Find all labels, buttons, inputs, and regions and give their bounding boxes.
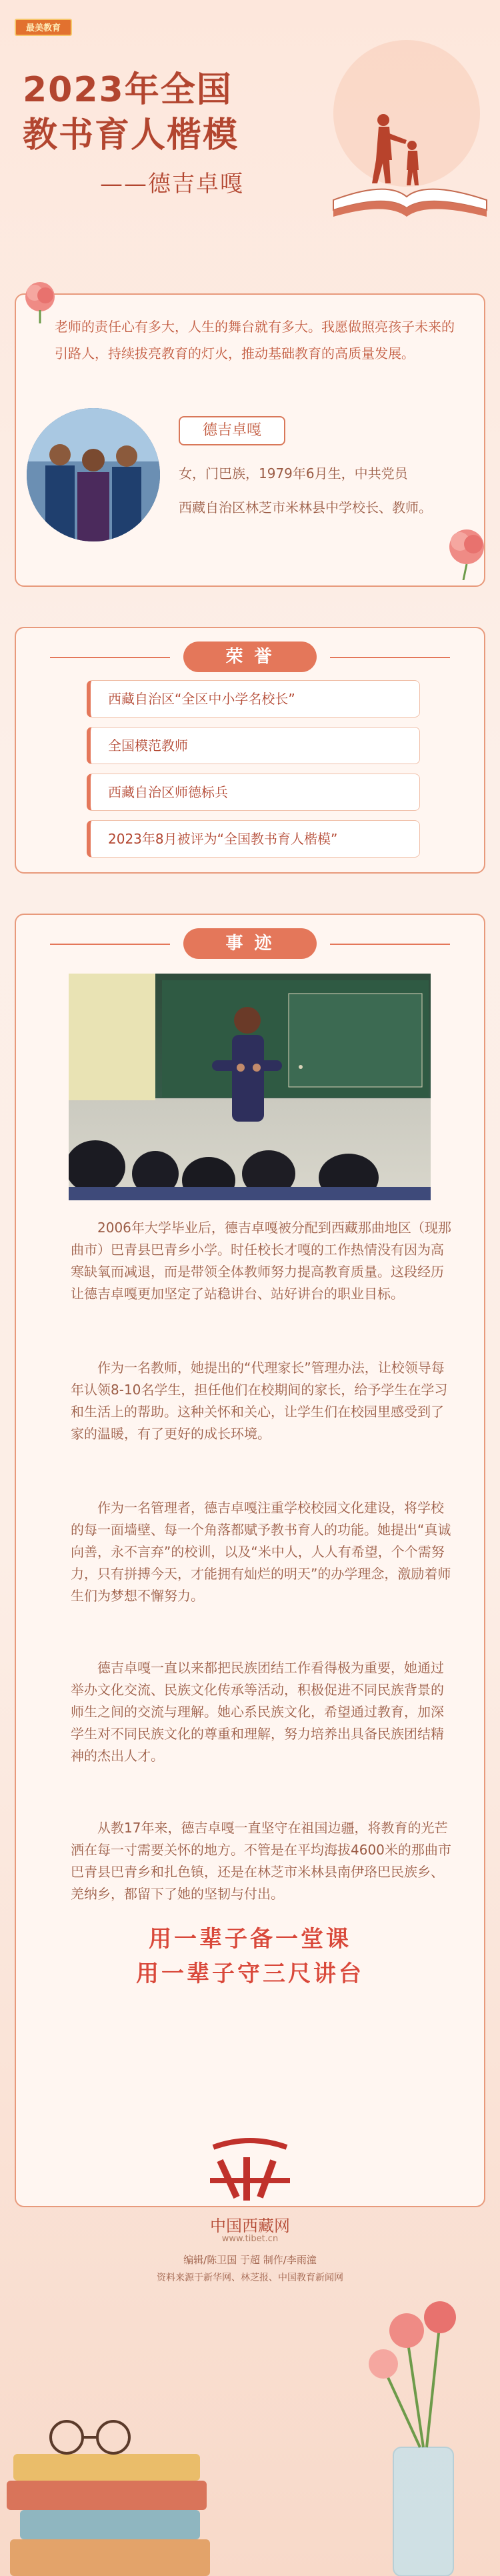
students-group-image (27, 408, 160, 541)
logo-url: www.tibet.cn (221, 2234, 279, 2244)
honor-item: 西藏自治区“全区中小学名校长” (87, 680, 420, 718)
page-title-line2: 教书育人楷模 (23, 115, 239, 155)
carnation-flower-icon (433, 520, 500, 580)
slogan-line1: 用一辈子备一堂课 (149, 1926, 351, 1953)
footer-books-vase-illustration (0, 2294, 500, 2576)
logo-name: 中国西藏网 (210, 2217, 290, 2235)
divider-left (50, 944, 170, 945)
divider-right (330, 944, 450, 945)
deeds-paragraph: 德吉卓嘎一直以来都把民族团结工作看得极为重要，她通过举办文化交流、民族文化传承等活动，积极促进不同民族背景的师生之间的交流与理解。她心系民族文化，希望通过教育，加深学生对不同民族文化的尊重和理解，努力培养出具备民族团结精神的杰出人才。 (71, 1660, 444, 1764)
teacher-name-label: 德吉卓嘎 (179, 416, 285, 445)
divider-left (50, 657, 170, 658)
classroom-photo (69, 974, 431, 1200)
credits-text: 编辑/陈卫国 于超 制作/李雨潼 (183, 2254, 317, 2266)
header-book-illustration (307, 33, 500, 240)
glasses-icon (51, 2421, 129, 2453)
deeds-paragraph: 作为一名教师，她提出的“代理家长”管理办法，让校领导每年认领8-10名学生，担任他们在校期间的家长，给予学生在学习和生活上的帮助。这种关怀和关心，让学生们在校园里感受到了家的温暖，有了更好的成长环境。 (71, 1360, 448, 1442)
book-stack-icon (7, 2454, 210, 2576)
intro-quote: 老师的责任心有多大，人生的舞台就有多大。我愿做照亮孩子未来的引路人，持续拔亮教育的灯火，推动基础教育的高质量发展。 (55, 319, 455, 361)
sources-text: 资料来源于新华网、林芝报、中国教育新闻网 (157, 2273, 343, 2283)
honor-item: 西藏自治区师德标兵 (87, 774, 420, 811)
deeds-paragraph: 2006年大学毕业后，德吉卓嘎被分配到西藏那曲地区（现那曲市）巴青县巴青乡小学。时任校长才嘎的工作热情没有因为高寒缺氧而减退，而是带领全体教师努力提高教育质量。这段经历让德吉卓嘎更加坚定了站稳讲台、站好讲台的职业目标。 (71, 1220, 451, 1302)
honor-item: 全国模范教师 (87, 727, 420, 764)
classroom-scene-image (69, 974, 431, 1200)
deeds-paragraph: 作为一名管理者，德吉卓嘎注重学校校园文化建设，将学校的每一面墙壁、每一个角落都赋予教书育人的功能。她提出“真诚向善，永不言弃”的校训，以及“米中人，人人有希望，个个需努力，只有拼搏今天，才能拥有灿烂的明天”的办学理念，激励着师生们为梦想不懈努力。 (71, 1500, 451, 1604)
deeds-paragraph: 从教17年来，德吉卓嘎一直坚守在祖国边疆，将教育的光芒洒在每一寸需要关怀的地方。不管是在平均海拔4600米的那曲市巴青县巴青乡和扎色镇，还是在林芝市米林县南伊珞巴民族乡、羌纳乡，都留下了她的坚韧与付出。 (71, 1820, 451, 1902)
header-tag-badge: 最美教育 (15, 19, 72, 36)
deeds-heading: 事 迹 (183, 928, 317, 959)
glass-vase-icon (369, 2301, 456, 2576)
honors-heading: 荣 誉 (183, 641, 317, 672)
open-book-icon (333, 189, 487, 217)
bio-line2: 西藏自治区林芝市米林县中学校长、教师。 (179, 499, 432, 515)
honor-item: 2023年8月被评为“全国教书育人楷模” (87, 820, 420, 858)
divider-right (330, 657, 450, 658)
page-subtitle: ——德吉卓嘎 (100, 171, 244, 197)
china-tibet-logo-icon (200, 2134, 300, 2207)
slogan-line2: 用一辈子守三尺讲台 (136, 1961, 364, 1987)
bio-line1: 女，门巴族，1979年6月生，中共党员 (179, 465, 408, 481)
portrait-photo (27, 408, 160, 541)
page-title-line1: 2023年全国 (23, 70, 233, 110)
